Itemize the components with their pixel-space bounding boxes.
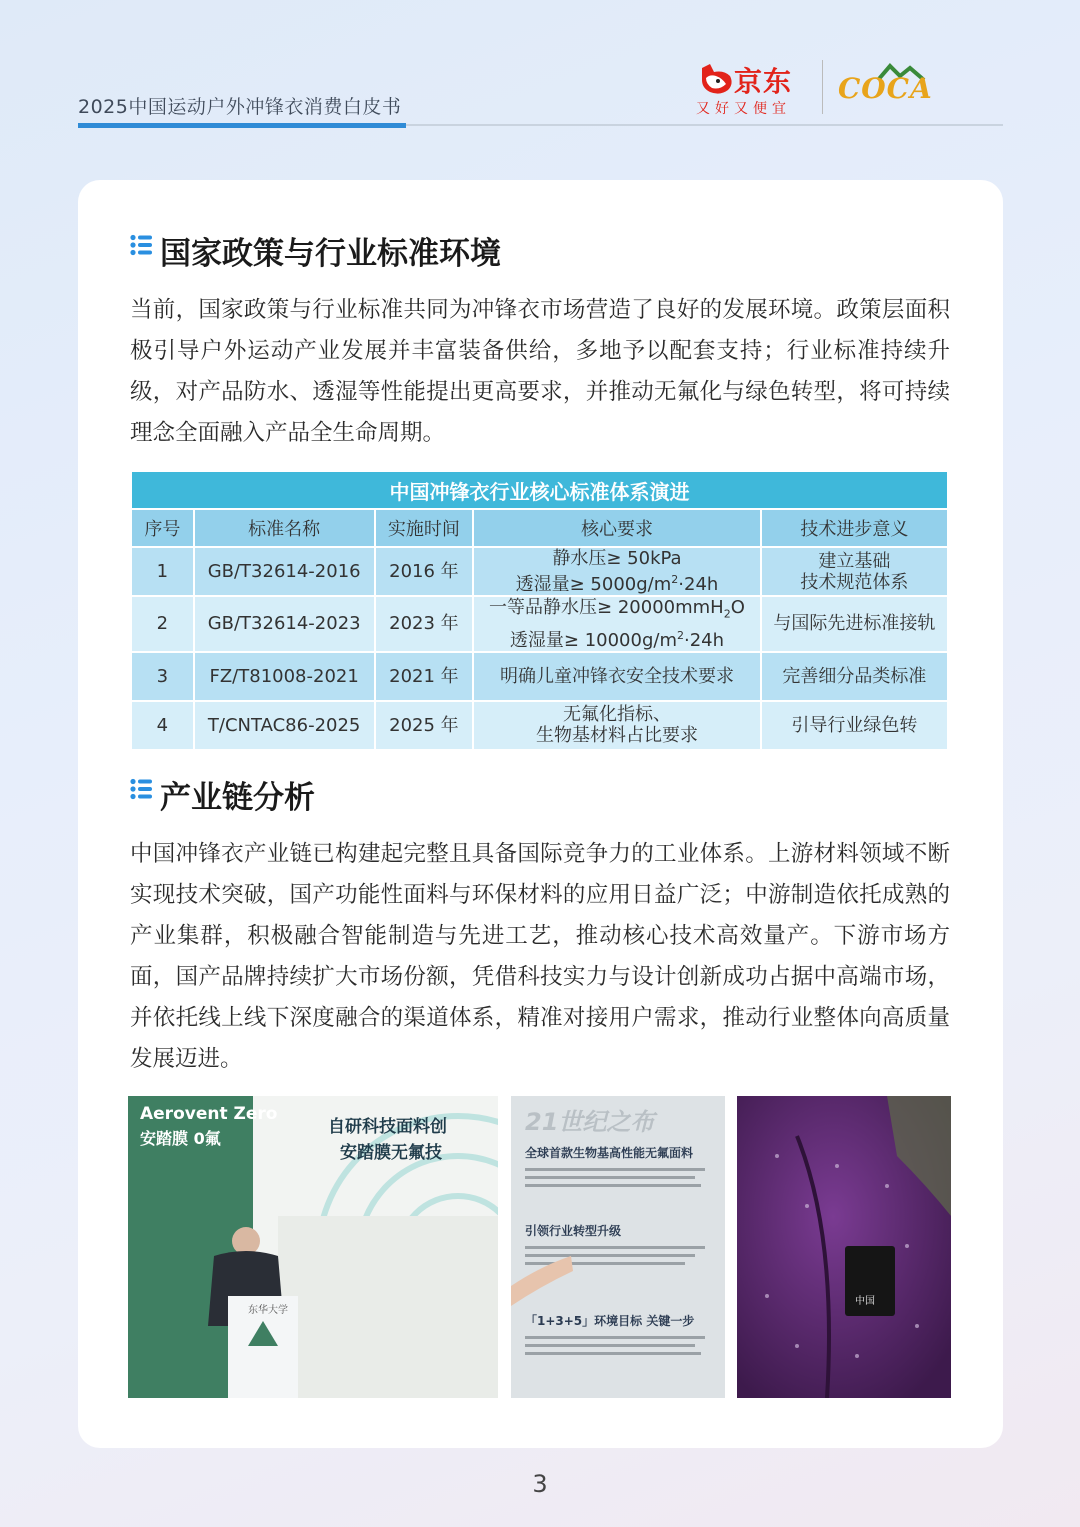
table-cell-requirement — [473, 547, 760, 596]
header-accent-bar — [78, 123, 406, 128]
table-row — [131, 652, 948, 701]
table-caption: 中国冲锋衣行业核心标准体系演进 — [131, 471, 948, 509]
page-number: 3 — [532, 1470, 548, 1498]
table-cell-name: FZ/T81008-2021 — [194, 652, 375, 701]
table-cell-significance: 完善细分品类标准 — [761, 652, 948, 701]
photo3-label: 中国 — [855, 1296, 875, 1307]
table-cell-year: 2021 年 — [375, 652, 474, 701]
table-header-cell: 标准名称 — [194, 509, 375, 547]
table-cell-requirement — [473, 596, 760, 652]
policy-paragraph — [130, 290, 950, 454]
section-title-text: 产业链分析 — [160, 780, 315, 816]
table-cell-significance: 引导行业绿色转 — [761, 701, 948, 750]
photo1-product: 安踏膜 0氟 — [140, 1129, 221, 1148]
table-row — [131, 701, 948, 750]
requirement-line: 无氟化指标、 — [562, 704, 671, 726]
photo-press-event — [128, 1096, 498, 1398]
photo-purple-jacket — [737, 1096, 951, 1398]
photo2-title: 21世纪之布 — [525, 1108, 655, 1136]
section-title-text: 国家政策与行业标准环境 — [160, 236, 501, 272]
photo2-heading1: 全球首款生物基高性能无氟面料 — [525, 1146, 694, 1160]
coca-logo-text: COCA — [838, 72, 933, 105]
table-cell-name: GB/T32614-2016 — [194, 547, 375, 596]
requirement-line: 生物基材料占比要求 — [535, 725, 698, 747]
standards-table — [130, 470, 949, 751]
jd-logo-text: 京东 — [734, 65, 793, 98]
photo2-heading3: 「1+3+5」环境目标 关键一步 — [525, 1314, 695, 1328]
table-row — [131, 547, 948, 596]
industry-paragraph — [130, 834, 950, 1080]
table-header-cell: 实施时间 — [375, 509, 474, 547]
table-header-cell: 序号 — [131, 509, 194, 547]
coca-logo — [838, 68, 933, 105]
table-header-cell: 核心要求 — [473, 509, 760, 547]
significance-line: 建立基础 — [818, 550, 891, 572]
requirement-line: 透湿量≥ $10000g/m^2\cdot 24h$ — [509, 628, 725, 651]
photo1-brand: Aerovent Zero — [140, 1104, 278, 1124]
requirement-line: 透湿量≥ $5000g/m^2\cdot 24h$ — [515, 573, 719, 595]
table-cell-no: 3 — [131, 652, 194, 701]
table-cell-significance — [761, 547, 948, 596]
table-cell-year: 2023 年 — [375, 596, 474, 652]
jd-slogan: 又好又便宜 — [696, 101, 791, 117]
photo-product-poster — [511, 1096, 725, 1398]
list-icon — [130, 234, 152, 256]
table-header-cell: 技术进步意义 — [761, 509, 948, 547]
table-cell-no: 1 — [131, 547, 194, 596]
table-cell-year: 2025 年 — [375, 701, 474, 750]
policy-paragraph-text: 当前，国家政策与行业标准共同为冲锋衣市场营造了良好的发展环境。政策层面积极引导户外运动产业发展并丰富装备供给，多地予以配套支持；行业标准持续升级，对产品防水、透湿等性能提出更高要求，并推动无氟化与绿色转型，将可持续理念全面融入产品全生命周期。 — [130, 297, 950, 446]
photo1-banner-line1: 自研科技面料创 — [328, 1117, 447, 1137]
photo1-banner-line2: 安踏膜无氟技 — [340, 1143, 442, 1163]
significance-line: 技术规范体系 — [800, 571, 909, 593]
table-cell-year: 2016 年 — [375, 547, 474, 596]
table-cell-requirement: 明确儿童冲锋衣安全技术要求 — [473, 652, 760, 701]
content-card — [78, 180, 1003, 1448]
industry-paragraph-text: 中国冲锋衣产业链已构建起完整且具备国际竞争力的工业体系。上游材料领域不断实现技术突破，国产功能性面料与环保材料的应用日益广泛；中游制造依托成熟的产业集群，积极融合智能制造与先进工艺，推动核心技术高效量产。下游市场方面，国产品牌持续扩大市场份额，凭借科技实力与设计创新成功占据中高端市场，并依托线上线下深度融合的渠道体系，精准对接用户需求，推动行业整体向高质量发展迈进。 — [130, 841, 950, 1072]
list-icon — [130, 778, 152, 800]
photo2-heading2: 引领行业转型升级 — [525, 1224, 622, 1238]
table-cell-significance: 与国际先进标准接轨 — [761, 596, 948, 652]
table-cell-name: GB/T32614-2023 — [194, 596, 375, 652]
table-row — [131, 596, 948, 652]
jd-logo — [690, 58, 810, 118]
poster-illustration — [511, 1096, 725, 1398]
requirement-line: 静水压≥ 50kPa — [552, 548, 682, 569]
table-cell-requirement — [473, 701, 760, 750]
photo1-podium-text: 东华大学 — [248, 1305, 288, 1316]
jacket-illustration — [737, 1096, 951, 1398]
requirement-line: 一等品静水压≥ 20000mmH$_2$O — [489, 597, 745, 621]
logo-divider — [822, 60, 823, 114]
table-cell-name: T/CNTAC86-2025 — [194, 701, 375, 750]
document-title: 2025中国运动户外冲锋衣消费白皮书 — [78, 96, 402, 118]
table-cell-no: 2 — [131, 596, 194, 652]
table-cell-no: 4 — [131, 701, 194, 750]
jd-dog-icon — [696, 62, 736, 98]
